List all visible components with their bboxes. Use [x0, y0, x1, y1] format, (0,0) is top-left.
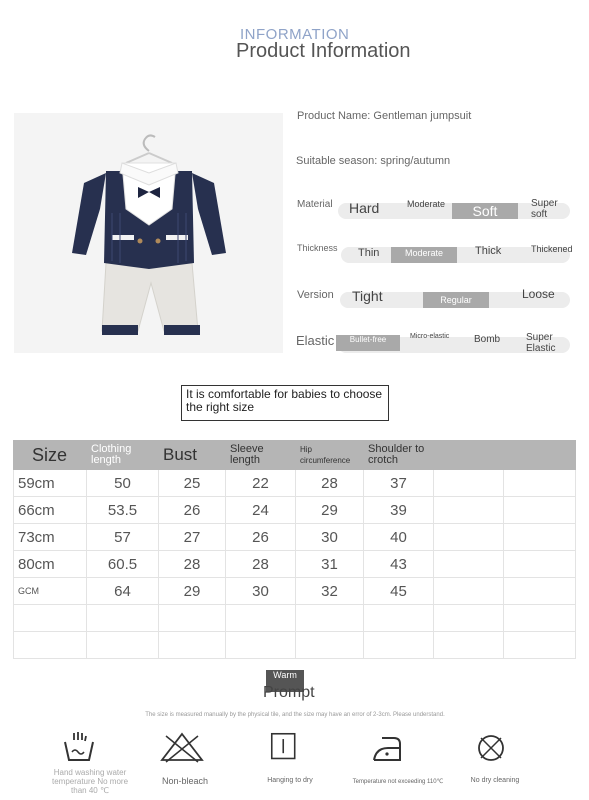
- table-row: [14, 497, 576, 524]
- no-bleach-icon: [160, 730, 204, 769]
- table-cell-empty: [504, 497, 576, 524]
- table-cell: 80cm: [14, 551, 87, 578]
- attr-option-selected: Moderate: [391, 247, 457, 263]
- attr-label-elastic: Elastic: [296, 333, 335, 348]
- table-cell: 45: [364, 578, 434, 605]
- iron-icon: [370, 732, 404, 771]
- header-cell: Size: [14, 441, 87, 470]
- table-cell: 60.5: [87, 551, 159, 578]
- table-cell: 28: [226, 551, 296, 578]
- table-header-row: [14, 441, 576, 470]
- table-cell-empty: [504, 470, 576, 497]
- table-cell: 24: [226, 497, 296, 524]
- table-cell: 28: [159, 551, 226, 578]
- hand-wash-icon: [62, 730, 96, 769]
- size-tip-note: It is comfortable for babies to choose the right size: [181, 385, 389, 421]
- table-cell: 30: [226, 578, 296, 605]
- product-photo: [14, 113, 283, 353]
- care-label-hand-wash: Hand washing water temperature No more than 40 ℃: [51, 768, 129, 795]
- jumpsuit-image: [14, 113, 283, 353]
- table-cell: 22: [226, 470, 296, 497]
- attr-option: Loose: [522, 287, 555, 301]
- care-label-no-bleach: Non-bleach: [161, 776, 209, 786]
- attr-option-selected: Bullet-free: [336, 335, 400, 351]
- table-cell-empty: [504, 551, 576, 578]
- table-cell: 59cm: [14, 470, 87, 497]
- table-row: [14, 470, 576, 497]
- table-cell: 29: [159, 578, 226, 605]
- care-label-hang-dry: Hanging to dry: [267, 777, 313, 784]
- table-cell: 50: [87, 470, 159, 497]
- table-cell: 66cm: [14, 497, 87, 524]
- header-cell: Clothing length: [87, 441, 159, 470]
- care-label-iron: Temperature not exceeding 110℃: [352, 779, 444, 785]
- care-label-no-dry-clean: No dry cleaning: [470, 777, 520, 784]
- table-row: [14, 578, 576, 605]
- table-cell: 43: [364, 551, 434, 578]
- header-cell-empty: [434, 441, 504, 470]
- attr-option: Tight: [352, 288, 383, 304]
- table-cell: 32: [296, 578, 364, 605]
- attr-option-selected: Soft: [452, 203, 518, 219]
- table-cell-empty: [504, 524, 576, 551]
- table-cell: 39: [364, 497, 434, 524]
- table-cell: 73cm: [14, 524, 87, 551]
- size-table: [13, 440, 576, 659]
- header-cell-empty: [504, 441, 576, 470]
- attr-option: Thin: [358, 247, 380, 259]
- product-name: Product Name: Gentleman jumpsuit: [297, 110, 472, 122]
- attr-option: Bomb: [474, 334, 501, 345]
- table-cell: 26: [226, 524, 296, 551]
- table-cell: 40: [364, 524, 434, 551]
- attr-label-material: Material: [297, 199, 333, 210]
- header-cell: Shoulder to crotch: [364, 441, 434, 470]
- attr-option: Micro-elastic: [410, 333, 450, 340]
- table-cell: 31: [296, 551, 364, 578]
- attr-label-version: Version: [297, 289, 334, 301]
- attr-option: Super soft: [531, 198, 558, 220]
- table-row-empty: [14, 632, 576, 659]
- table-row: [14, 524, 576, 551]
- table-cell: 57: [87, 524, 159, 551]
- attr-option-selected: Regular: [423, 292, 489, 308]
- prompt-title: Prompt: [263, 684, 315, 701]
- table-cell-empty: [434, 470, 504, 497]
- table-cell: 27: [159, 524, 226, 551]
- table-cell: 26: [159, 497, 226, 524]
- table-cell: 30: [296, 524, 364, 551]
- table-cell: 28: [296, 470, 364, 497]
- attr-label-thickness: Thickness: [297, 243, 338, 253]
- prompt-badge: Warm: [266, 670, 304, 692]
- attr-option: Hard: [349, 200, 380, 216]
- attr-option: Thick: [475, 245, 502, 257]
- table-cell: GCM: [14, 578, 87, 605]
- attr-option: Moderate: [407, 199, 446, 209]
- table-cell-empty: [434, 578, 504, 605]
- hang-dry-icon: [270, 731, 300, 768]
- table-cell: 29: [296, 497, 364, 524]
- table-cell-empty: [434, 497, 504, 524]
- attr-option: Super Elastic: [526, 332, 556, 354]
- attr-option: Thickened: [531, 244, 573, 254]
- table-row-empty: [14, 605, 576, 632]
- suitable-season: Suitable season: spring/autumn: [296, 155, 451, 167]
- table-cell: 53.5: [87, 497, 159, 524]
- page-title: Product Information: [236, 40, 411, 62]
- header-cell: Hip circumference: [296, 441, 364, 470]
- table-cell-empty: [504, 578, 576, 605]
- header-cell: Bust: [159, 441, 226, 470]
- prompt-text: The size is measured manually by the physical tile, and the size may have an error of 2-3cm. Please understand.: [145, 712, 445, 718]
- no-dry-clean-icon: [474, 731, 508, 770]
- table-cell: 37: [364, 470, 434, 497]
- table-row: [14, 551, 576, 578]
- table-cell-empty: [434, 551, 504, 578]
- header-cell: Sleeve length: [226, 441, 296, 470]
- table-cell-empty: [434, 524, 504, 551]
- header-subtitle: INFORMATION: [240, 26, 350, 43]
- table-cell: 25: [159, 470, 226, 497]
- table-cell: 64: [87, 578, 159, 605]
